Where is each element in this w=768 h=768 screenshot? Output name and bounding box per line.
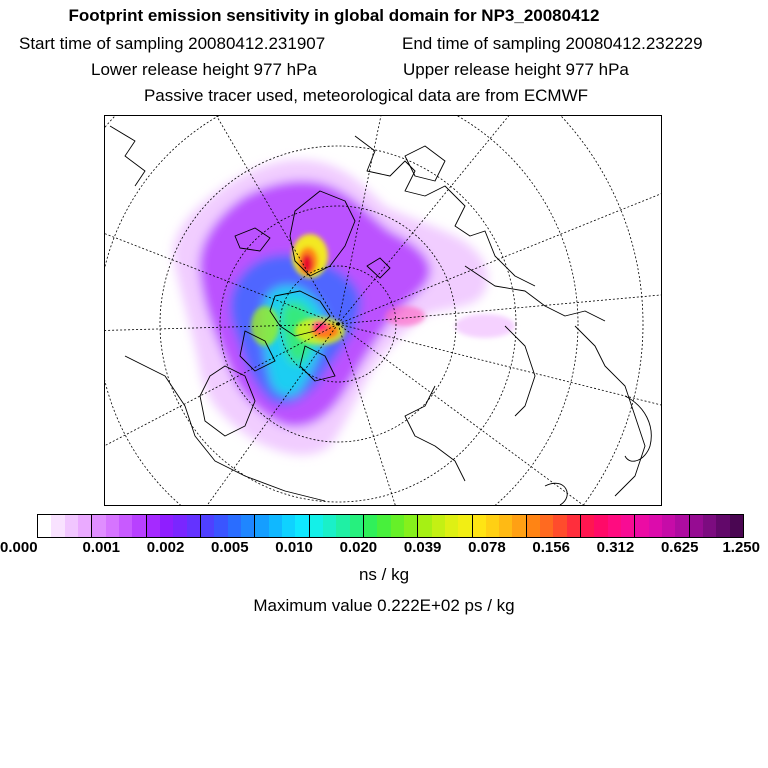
colorbar-swatch [173,515,186,537]
colorbar-swatch [323,515,336,537]
colorbar-tick-label: 0.002 [146,539,185,556]
end-time-label: End time of sampling 20080412.232229 [402,34,703,53]
colorbar-swatch [730,515,743,537]
colorbar-swatch [336,515,349,537]
sensitivity-field [173,160,488,455]
colorbar-tick-label: 0.000 [0,539,38,556]
coast-scandinavia [405,146,445,181]
coast-asia-east [575,326,645,496]
maximum-value-label: Maximum value 0.222E+02 ps / kg [253,596,515,615]
coast-alaska [405,386,465,481]
coast-japan [625,396,651,461]
colorbar-swatch [716,515,729,537]
colorbar-swatch [187,515,201,537]
colorbar-swatch [608,515,621,537]
colorbar-swatch [486,515,499,537]
colorbar-swatch [621,515,635,537]
colorbar-tick-label: 0.625 [660,539,699,556]
colorbar-swatch [228,515,241,537]
colorbar-swatch [295,515,309,537]
colorbar-swatch [567,515,581,537]
colorbar-swatch [690,515,703,537]
colorbar-tick-label: 0.156 [532,539,570,556]
colorbar-swatch [38,515,51,537]
colorbar-tick-label: 0.078 [468,539,506,556]
colorbar-swatch [499,515,512,537]
lower-release-height-label: Lower release height 977 hPa [91,60,317,79]
colorbar-swatch [594,515,607,537]
coast-north-sea [110,126,145,186]
colorbar-swatch [377,515,390,537]
colorbar-swatch [241,515,255,537]
colorbar-tick-label: 0.020 [339,539,378,556]
colorbar-swatch [132,515,146,537]
colorbar-swatch [106,515,119,537]
colorbar-swatch [458,515,472,537]
colorbar-tick-label: 0.039 [403,539,442,556]
coast-japan-south [545,483,567,505]
colorbar-swatch [391,515,404,537]
colorbar-swatch [662,515,675,537]
colorbar-swatch [581,515,594,537]
colorbar-swatch [119,515,132,537]
colorbar-swatch [635,515,648,537]
hotspot-lightpurple-far-east [455,314,515,338]
colorbar-swatch [364,515,377,537]
colorbar-swatch [473,515,486,537]
colorbar-swatch [649,515,662,537]
colorbar-tick-label: 0.010 [275,539,313,556]
colorbar-swatch [675,515,689,537]
colorbar-swatch [418,515,431,537]
colorbar-swatch [527,515,540,537]
colorbar-swatch [540,515,553,537]
colorbar-swatch [214,515,227,537]
colorbar-swatch [445,515,458,537]
colorbar-swatch [92,515,105,537]
map-canvas [105,116,661,505]
colorbar-swatch [282,515,295,537]
colorbar-tick-label: 0.312 [596,539,635,556]
colorbar-swatch [255,515,268,537]
colorbar-swatch [78,515,92,537]
colorbar-swatch [269,515,282,537]
colorbar-swatch [404,515,418,537]
colorbar-swatch [310,515,323,537]
chart-title: Footprint emission sensitivity in global domain for NP3_20080412 [68,6,600,25]
colorbar-swatch [160,515,173,537]
colorbar-swatch [147,515,160,537]
emission-sensitivity-map [104,115,662,506]
colorbar-swatch [201,515,214,537]
hotspot-pink-east [385,306,425,326]
colorbar-swatch [350,515,364,537]
colorbar-tick-label: 0.001 [82,539,121,556]
colorbar-swatch [512,515,526,537]
upper-release-height-label: Upper release height 977 hPa [403,60,629,79]
colorbar [37,514,744,538]
tracer-note: Passive tracer used, meteorological data are from ECMWF [143,86,589,105]
colorbar-swatch [553,515,566,537]
colorbar-swatch [65,515,78,537]
colorbar-swatch [51,515,64,537]
colorbar-swatch [703,515,716,537]
colorbar-tick-label: 1.250 [722,539,760,556]
colorbar-units: ns / kg [358,565,410,584]
colorbar-swatch [432,515,445,537]
start-time-label: Start time of sampling 20080412.231907 [19,34,326,53]
colorbar-tick-label: 0.005 [211,539,249,556]
coast-kamchatka [505,326,535,416]
